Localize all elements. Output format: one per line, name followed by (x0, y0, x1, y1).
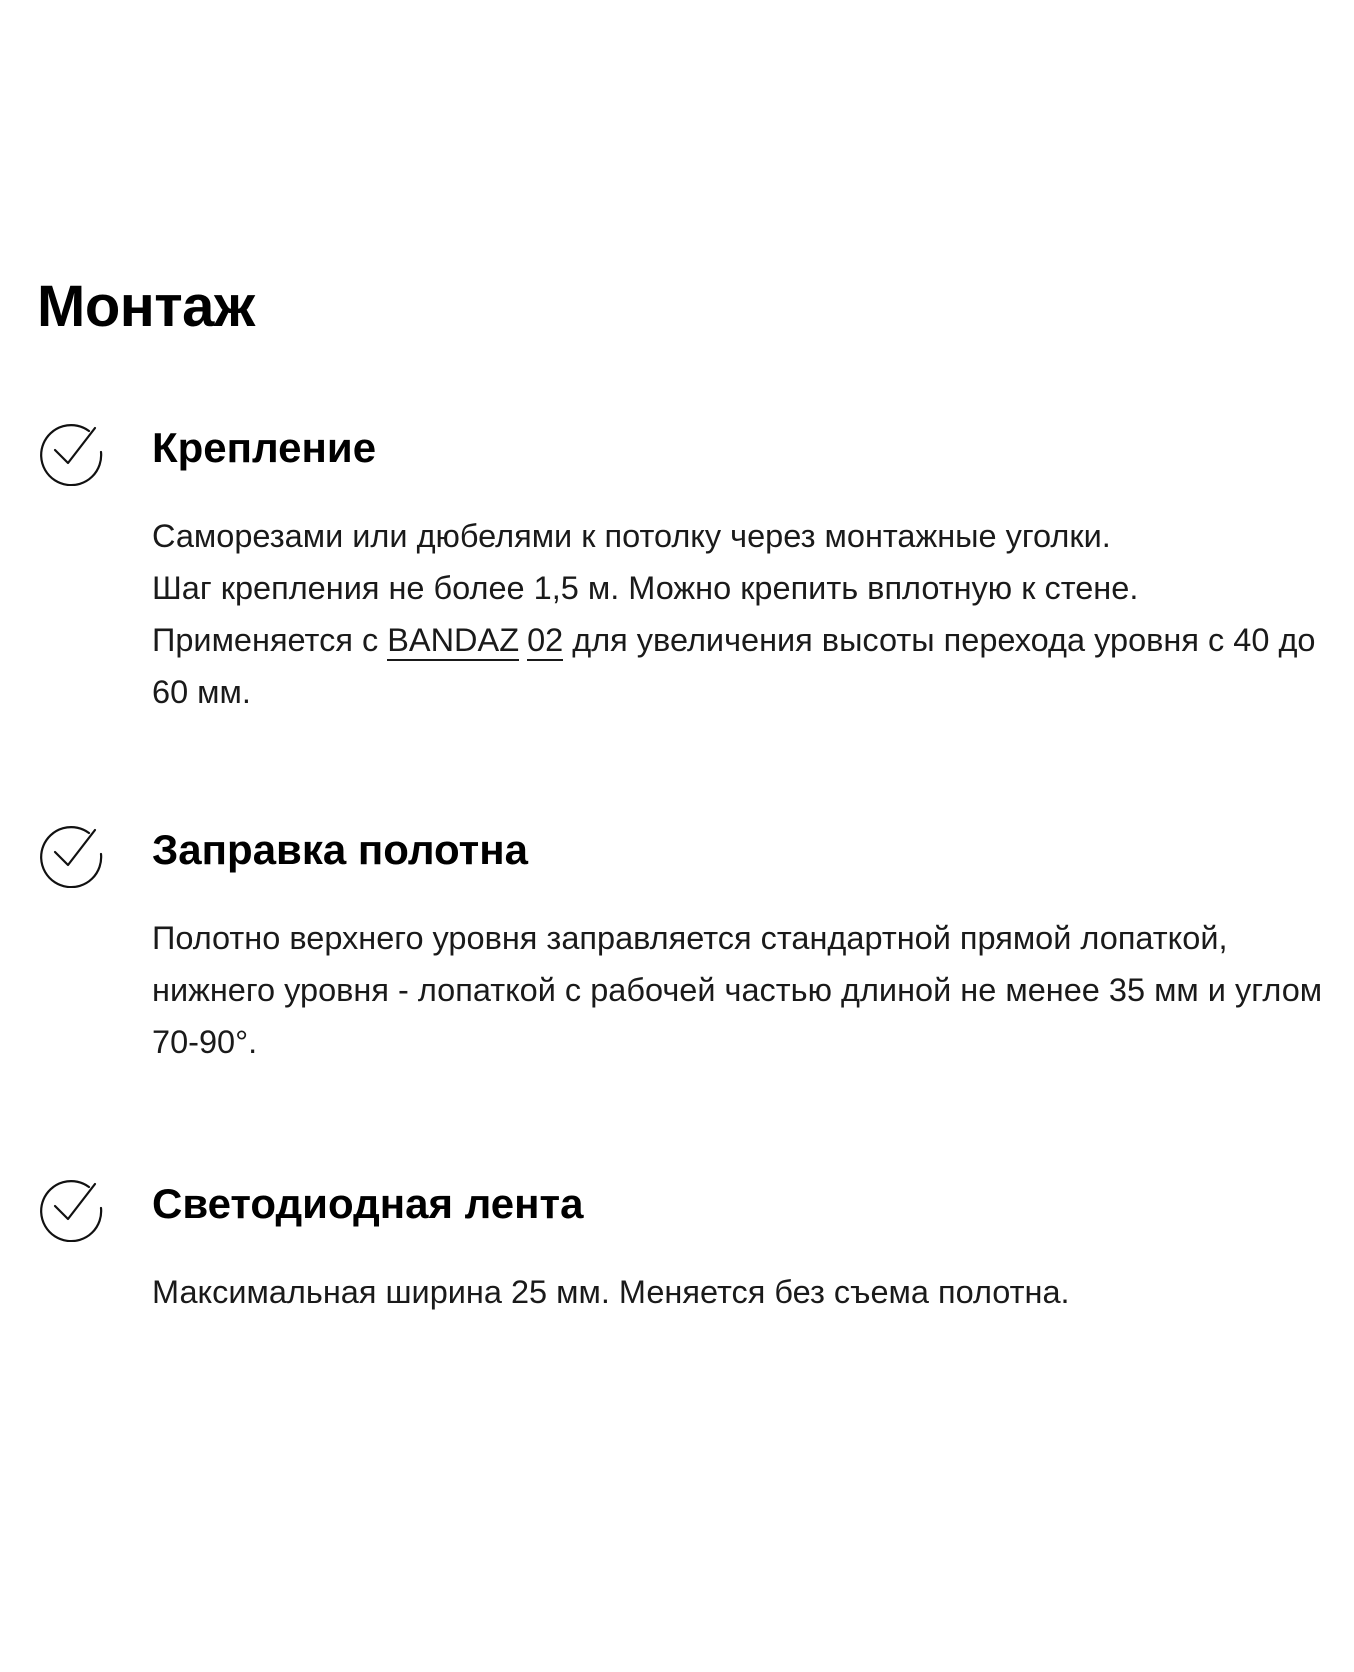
page-title: Монтаж (37, 274, 255, 339)
body-text: для увеличения высоты перехода уровня с 40 до 60 мм. (152, 622, 1316, 710)
checkmark-circle-icon (37, 418, 105, 486)
body-line: Шаг крепления не более 1,5 м. Можно крепить вплотную к стене. (152, 570, 1139, 606)
body-text: Применяется с (152, 622, 388, 658)
product-link-02[interactable]: 02 (527, 622, 563, 661)
section-body (152, 510, 1332, 718)
section-heading: Крепление (152, 424, 377, 471)
checkmark-circle-icon (37, 820, 105, 888)
body-line (152, 614, 1332, 718)
section-heading: Заправка полотна (152, 826, 528, 873)
body-paragraph: Максимальная ширина 25 мм. Меняется без съема полотна. (152, 1274, 1070, 1310)
checkmark-circle-icon (37, 1174, 105, 1242)
section-body (152, 1266, 1332, 1318)
body-line: Саморезами или дюбелями к потолку через монтажные уголки. (152, 518, 1111, 554)
section-body (152, 912, 1332, 1068)
section-heading: Светодиодная лента (152, 1180, 584, 1227)
body-paragraph: Полотно верхнего уровня заправляется стандартной прямой лопаткой, нижнего уровня - лопаткой с рабочей частью длиной не менее 35 мм и углом 70-90°. (152, 920, 1323, 1060)
product-link-bandaz[interactable]: BANDAZ (387, 622, 519, 661)
